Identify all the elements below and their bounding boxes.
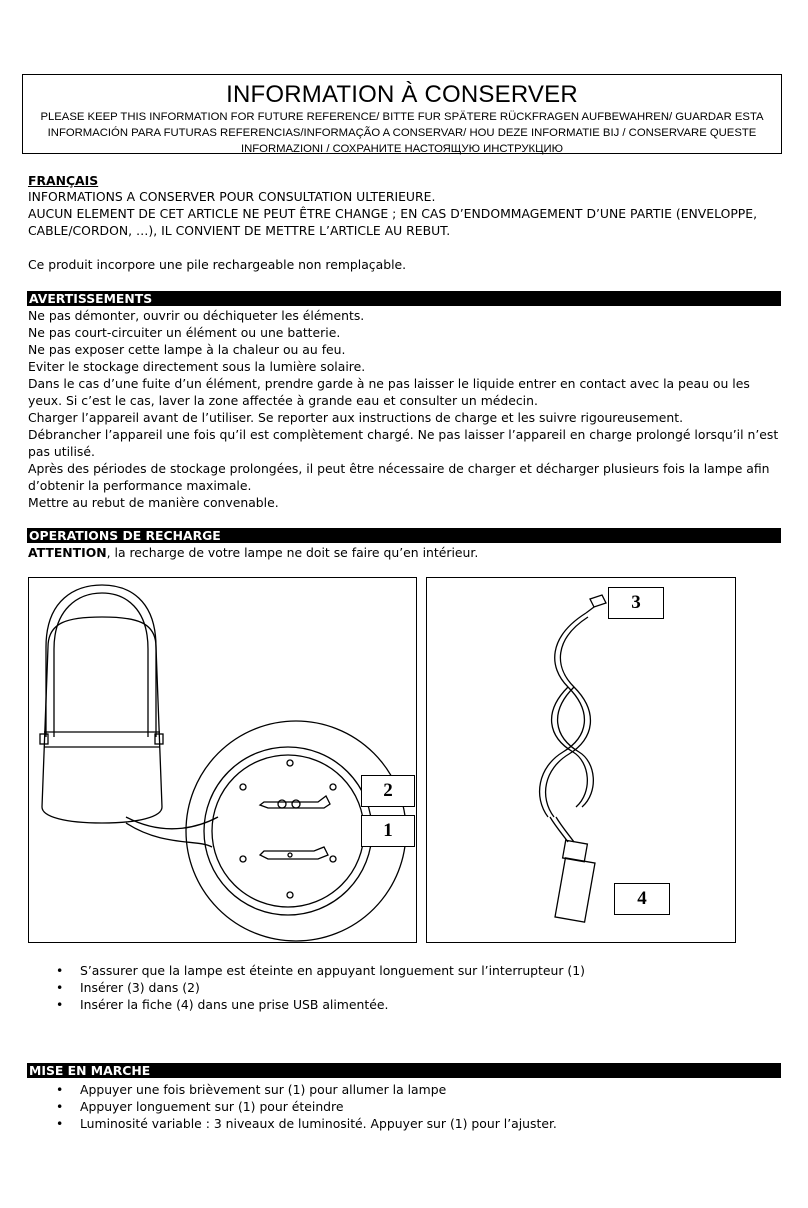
figure-label-4: 4 xyxy=(614,883,670,915)
figure-label-2: 2 xyxy=(361,775,415,807)
usb-cable-illustration xyxy=(427,578,736,943)
warning-line: pas utilisé. xyxy=(28,444,95,459)
list-item: • Luminosité variable : 3 niveaux de luminosité. Appuyer sur (1) pour l’ajuster. xyxy=(50,1115,557,1132)
attention-label: ATTENTION xyxy=(28,545,107,560)
francais-line-1: INFORMATIONS A CONSERVER POUR CONSULTATION ULTERIEURE. xyxy=(28,189,436,204)
francais-section xyxy=(28,173,757,273)
francais-line-3: CABLE/CORDON, …), IL CONVIENT DE METTRE L’ARTICLE AU REBUT. xyxy=(28,223,451,238)
warning-line: Débrancher l’appareil une fois qu’il est complètement chargé. Ne pas laisser l’appareil en charge prolongé lorsqu’il n’est xyxy=(28,427,779,442)
charging-figures xyxy=(28,577,736,943)
lamp-illustration xyxy=(29,578,417,943)
warning-line: Dans le cas d’une fuite d’un élément, prendre garde à ne pas laisser le liquide entrer en contact avec la peau ou les xyxy=(28,376,750,391)
recharge-heading: OPERATIONS DE RECHARGE xyxy=(27,528,781,543)
list-item: • Appuyer une fois brièvement sur (1) pour allumer la lampe xyxy=(50,1081,557,1098)
subtitle-line-1: PLEASE KEEP THIS INFORMATION FOR FUTURE REFERENCE/ BITTE FUR SPÄTERE RÜCKFRAGEN AUFBEWAHREN/ GUARDAR ESTA xyxy=(40,111,764,123)
warning-line: Charger l’appareil avant de l’utiliser. Se reporter aux instructions de charge et les suivre rigoureusement. xyxy=(28,410,684,425)
warning-line: Eviter le stockage directement sous la lumière solaire. xyxy=(28,359,366,374)
subtitle-line-3: INFORMAZIONI / СОХРАНИТЕ НАСТОЯЩУЮ ИНСТРУКЦИЮ xyxy=(240,143,564,155)
warning-line: d’obtenir la performance maximale. xyxy=(28,478,252,493)
list-item: • S’assurer que la lampe est éteinte en appuyant longuement sur l’interrupteur (1) xyxy=(50,962,585,979)
battery-note: Ce produit incorpore une pile rechargeable non remplaçable. xyxy=(28,257,407,272)
subtitle-line-2: INFORMACIÓN PARA FUTURAS REFERENCIAS/INFORMAÇÃO A CONSERVAR/ HOU DEZE INFORMATIE BIJ / CONSERVARE QUESTE xyxy=(47,127,757,139)
list-item: • Insérer la fiche (4) dans une prise USB alimentée. xyxy=(50,996,585,1013)
list-item: • Appuyer longuement sur (1) pour éteindre xyxy=(50,1098,557,1115)
warning-line: Ne pas démonter, ouvrir ou déchiqueter les éléments. xyxy=(28,308,365,323)
mise-en-marche-heading: MISE EN MARCHE xyxy=(27,1063,781,1078)
list-item: • Insérer (3) dans (2) xyxy=(50,979,585,996)
warning-line: yeux. Si c’est le cas, laver la zone affectée à grande eau et consulter un médecin. xyxy=(28,393,538,408)
figure-label-3: 3 xyxy=(608,587,664,619)
warning-line: Après des périodes de stockage prolongées, il peut être nécessaire de charger et décharger plusieurs fois la lampe afin xyxy=(28,461,770,476)
warning-line: Mettre au rebut de manière convenable. xyxy=(28,495,279,510)
warning-line: Ne pas exposer cette lampe à la chaleur ou au feu. xyxy=(28,342,346,357)
language-heading: FRANÇAIS xyxy=(28,173,99,188)
attention-text: , la recharge de votre lampe ne doit se faire qu’en intérieur. xyxy=(106,545,479,560)
warning-line: Ne pas court-circuiter un élément ou une batterie. xyxy=(28,325,341,340)
figure-label-1: 1 xyxy=(361,815,415,847)
avertissements-heading: AVERTISSEMENTS xyxy=(27,291,781,306)
header-box xyxy=(22,74,782,154)
mise-en-marche-steps xyxy=(50,1081,557,1132)
page-title: INFORMATION À CONSERVER xyxy=(226,81,578,108)
recharge-steps xyxy=(50,962,585,1013)
avertissements-list xyxy=(28,307,778,511)
attention-line xyxy=(28,544,478,561)
francais-line-2: AUCUN ELEMENT DE CET ARTICLE NE PEUT ÊTRE CHANGE ; EN CAS D’ENDOMMAGEMENT D’UNE PARTIE (ENVELOPPE, xyxy=(28,206,758,221)
